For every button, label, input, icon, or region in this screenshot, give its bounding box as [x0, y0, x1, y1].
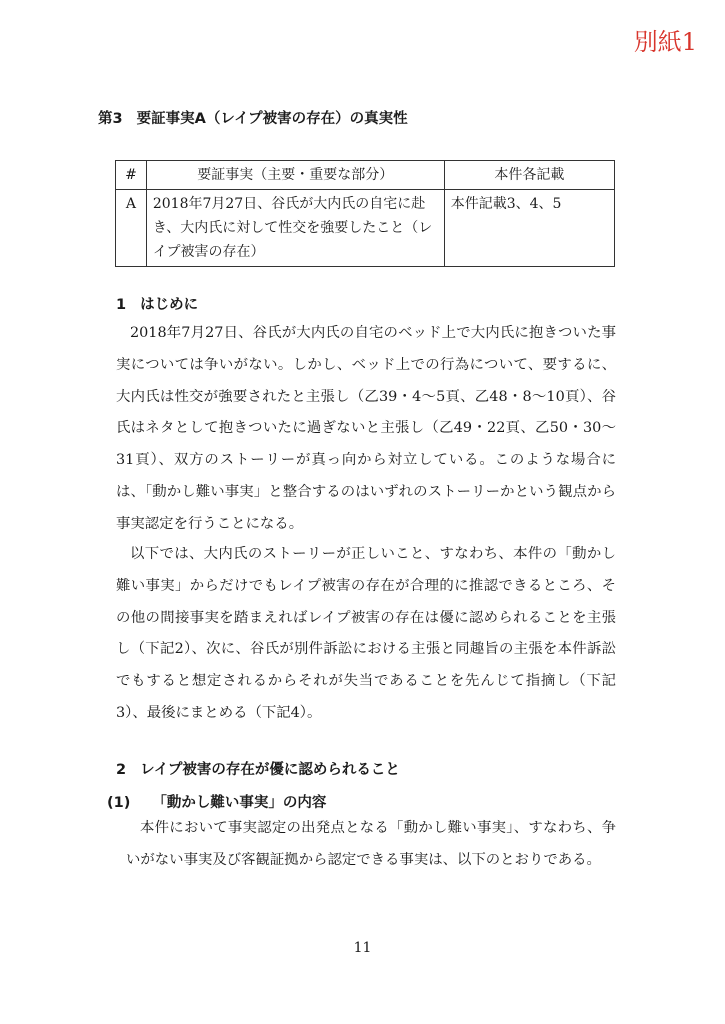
subheading-number: (1): [107, 795, 131, 811]
subheading-title: 「動かし難い事実」の内容: [152, 795, 327, 811]
table-header-fact: 要証事実（主要・重要な部分）: [146, 161, 444, 190]
subheading-title: はじめに: [140, 297, 199, 313]
subheading-number: 2: [116, 762, 127, 778]
table-cell-ref: 本件記載3、4、5: [444, 190, 614, 267]
page-number: 11: [353, 940, 372, 956]
table-row: [116, 190, 615, 267]
section-title: 要証事実A（レイプ被害の存在）の真実性: [136, 111, 408, 127]
table-header-ref: 本件各記載: [444, 161, 614, 190]
table-header-row: [116, 161, 615, 190]
paragraph-intro-1: 2018年7月27日、谷氏が大内氏の自宅のベッド上で大内氏に抱きついた事実については争いがない。しかし、ベッド上での行為について、要するに、大内氏は性交が強要されたと主張し（乙39・4〜5頁、乙48・8〜10頁）、谷氏はネタとして抱きついたに過ぎないと主張し（乙49・22頁、乙50・30〜31頁）、双方のストーリーが真っ向から対立している。このような場合には、「動かし難い事実」と整合するのはいずれのストーリーかという観点から事実認定を行うことになる。: [116, 325, 616, 532]
table-cell-id: A: [116, 190, 147, 267]
subheading-number: 1: [116, 297, 127, 313]
section-heading: [98, 107, 408, 128]
claims-table: [115, 160, 615, 267]
paragraph-intro-2: 以下では、大内氏のストーリーが正しいこと、すなわち、本件の「動かし難い事実」からだけでもレイプ被害の存在が合理的に推認できるところ、その他の間接事実を踏まえればレイプ被害の存在は優に認められることを主張し（下記2）、次に、谷氏が別件訴訟における主張と同趣旨の主張を本件訴訟でもすると想定されるからそれが失当であることを先んじて指摘し（下記3）、最後にまとめる（下記4）。: [116, 546, 616, 721]
table-cell-fact: 2018年7月27日、谷氏が大内氏の自宅に赴き、大内氏に対して性交を強要したこと（レイプ被害の存在）: [146, 190, 444, 267]
subheading-rape-damage: [116, 758, 400, 779]
subheading-introduction: [116, 293, 198, 314]
subheading-title: レイプ被害の存在が優に認められること: [140, 762, 400, 778]
paragraph-facts: 本件において事実認定の出発点となる「動かし難い事実」、すなわち、争いがない事実及び客観証拠から認定できる事実は、以下のとおりである。: [126, 820, 616, 868]
subheading-immovable-facts: [107, 791, 326, 812]
attachment-stamp: 別紙1: [633, 28, 697, 56]
table-header-id: #: [116, 161, 147, 190]
section-number: 第3: [98, 111, 123, 127]
